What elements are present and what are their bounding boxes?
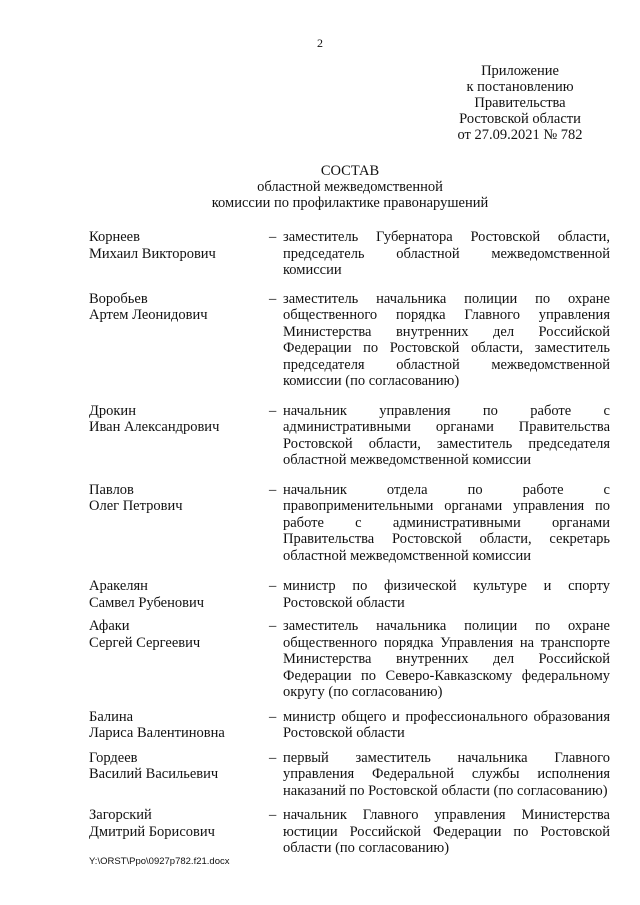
dash-separator: – — [269, 481, 277, 498]
member-name — [89, 807, 269, 857]
member-row — [89, 291, 610, 390]
appendix-line: к постановлению — [466, 79, 574, 95]
title-line: комиссии по профилактике правонарушений — [211, 195, 489, 211]
member-given-names: Лариса Валентиновна — [89, 725, 225, 741]
member-row — [89, 807, 610, 857]
member-role: заместитель начальника полиции по охране общественного порядка Главного управления Министерства внутренних дел Российской Федерации по Ростовской области, заместитель председателя областной межведомственной комиссии (по согласованию) — [283, 290, 610, 389]
member-row — [89, 750, 610, 800]
dash-separator: – — [269, 578, 277, 594]
dash-separator: – — [269, 749, 277, 766]
page-number: 2 — [317, 36, 323, 50]
member-surname: Дрокин — [89, 402, 136, 419]
appendix-line: от 27.09.2021 № 782 — [457, 127, 583, 143]
member-given-names: Иван Александрович — [89, 419, 220, 435]
file-path-footer: Y:\ORST\Ppo\0927p782.f21.docx — [89, 856, 230, 867]
member-surname: Аракелян — [89, 578, 148, 594]
member-name — [89, 750, 269, 800]
dash-separator: – — [269, 229, 277, 245]
member-role: министр по физической культуре и спорту Ростовской области — [283, 578, 610, 611]
member-name — [89, 229, 269, 279]
dash-separator: – — [269, 708, 277, 725]
member-role: начальник управления по работе с административными органами Правительства Ростовской области, заместитель председателя областной межведомственной комиссии — [283, 402, 610, 468]
member-surname: Балина — [89, 708, 134, 725]
member-row — [89, 709, 610, 742]
member-name — [89, 291, 269, 390]
member-name — [89, 482, 269, 565]
member-surname: Павлов — [89, 481, 134, 498]
member-name — [89, 618, 269, 701]
dash-separator: – — [269, 402, 277, 419]
appendix-line: Ростовской области — [459, 111, 581, 127]
member-given-names: Михаил Викторович — [89, 245, 216, 262]
member-row — [89, 578, 610, 611]
member-surname: Воробьев — [89, 290, 148, 307]
appendix-block — [440, 63, 600, 143]
member-role: первый заместитель начальника Главного управления Федеральной службы исполнения наказаний по Ростовской области (по согласованию) — [283, 749, 610, 799]
member-role: министр общего и профессионального образования Ростовской области — [283, 708, 610, 741]
member-role: начальник Главного управления Министерства юстиции Российской Федерации по Ростовской области (по согласованию) — [283, 807, 610, 856]
dash-separator: – — [269, 807, 277, 823]
title-heading: СОСТАВ — [320, 163, 380, 179]
member-row — [89, 482, 610, 565]
member-given-names: Сергей Сергеевич — [89, 634, 201, 651]
member-role: начальник отдела по работе с правоприменительными органами управления по работе с административными органами Правительства Ростовской области, секретарь областной межведомственной комиссии — [283, 481, 610, 564]
member-role: заместитель начальника полиции по охране общественного порядка Управления на транспорте Министерства внутренних дел Российской Федерации по Северо-Кавказскому федеральному округу (по согласованию) — [283, 618, 610, 700]
member-given-names: Самвел Рубенович — [89, 594, 204, 611]
member-row — [89, 229, 610, 279]
member-row — [89, 403, 610, 469]
dash-separator: – — [269, 618, 277, 634]
member-given-names: Дмитрий Борисович — [89, 823, 215, 840]
member-given-names: Артем Леонидович — [89, 307, 208, 323]
appendix-line: Правительства — [474, 95, 566, 111]
title-line: областной межведомственной — [257, 179, 443, 195]
member-name — [89, 709, 269, 742]
appendix-line: Приложение — [481, 63, 559, 79]
member-given-names: Олег Петрович — [89, 498, 183, 514]
member-row — [89, 618, 610, 701]
member-surname: Корнеев — [89, 229, 140, 245]
member-name — [89, 403, 269, 469]
members-list — [89, 229, 610, 857]
document-title — [0, 163, 640, 211]
dash-separator: – — [269, 290, 277, 307]
member-role: заместитель Губернатора Ростовской области, председатель областной межведомственной комиссии — [283, 229, 610, 278]
member-given-names: Василий Васильевич — [89, 766, 219, 782]
member-name — [89, 578, 269, 611]
member-surname: Афаки — [89, 618, 130, 634]
member-surname: Гордеев — [89, 749, 138, 766]
member-surname: Загорский — [89, 807, 152, 823]
